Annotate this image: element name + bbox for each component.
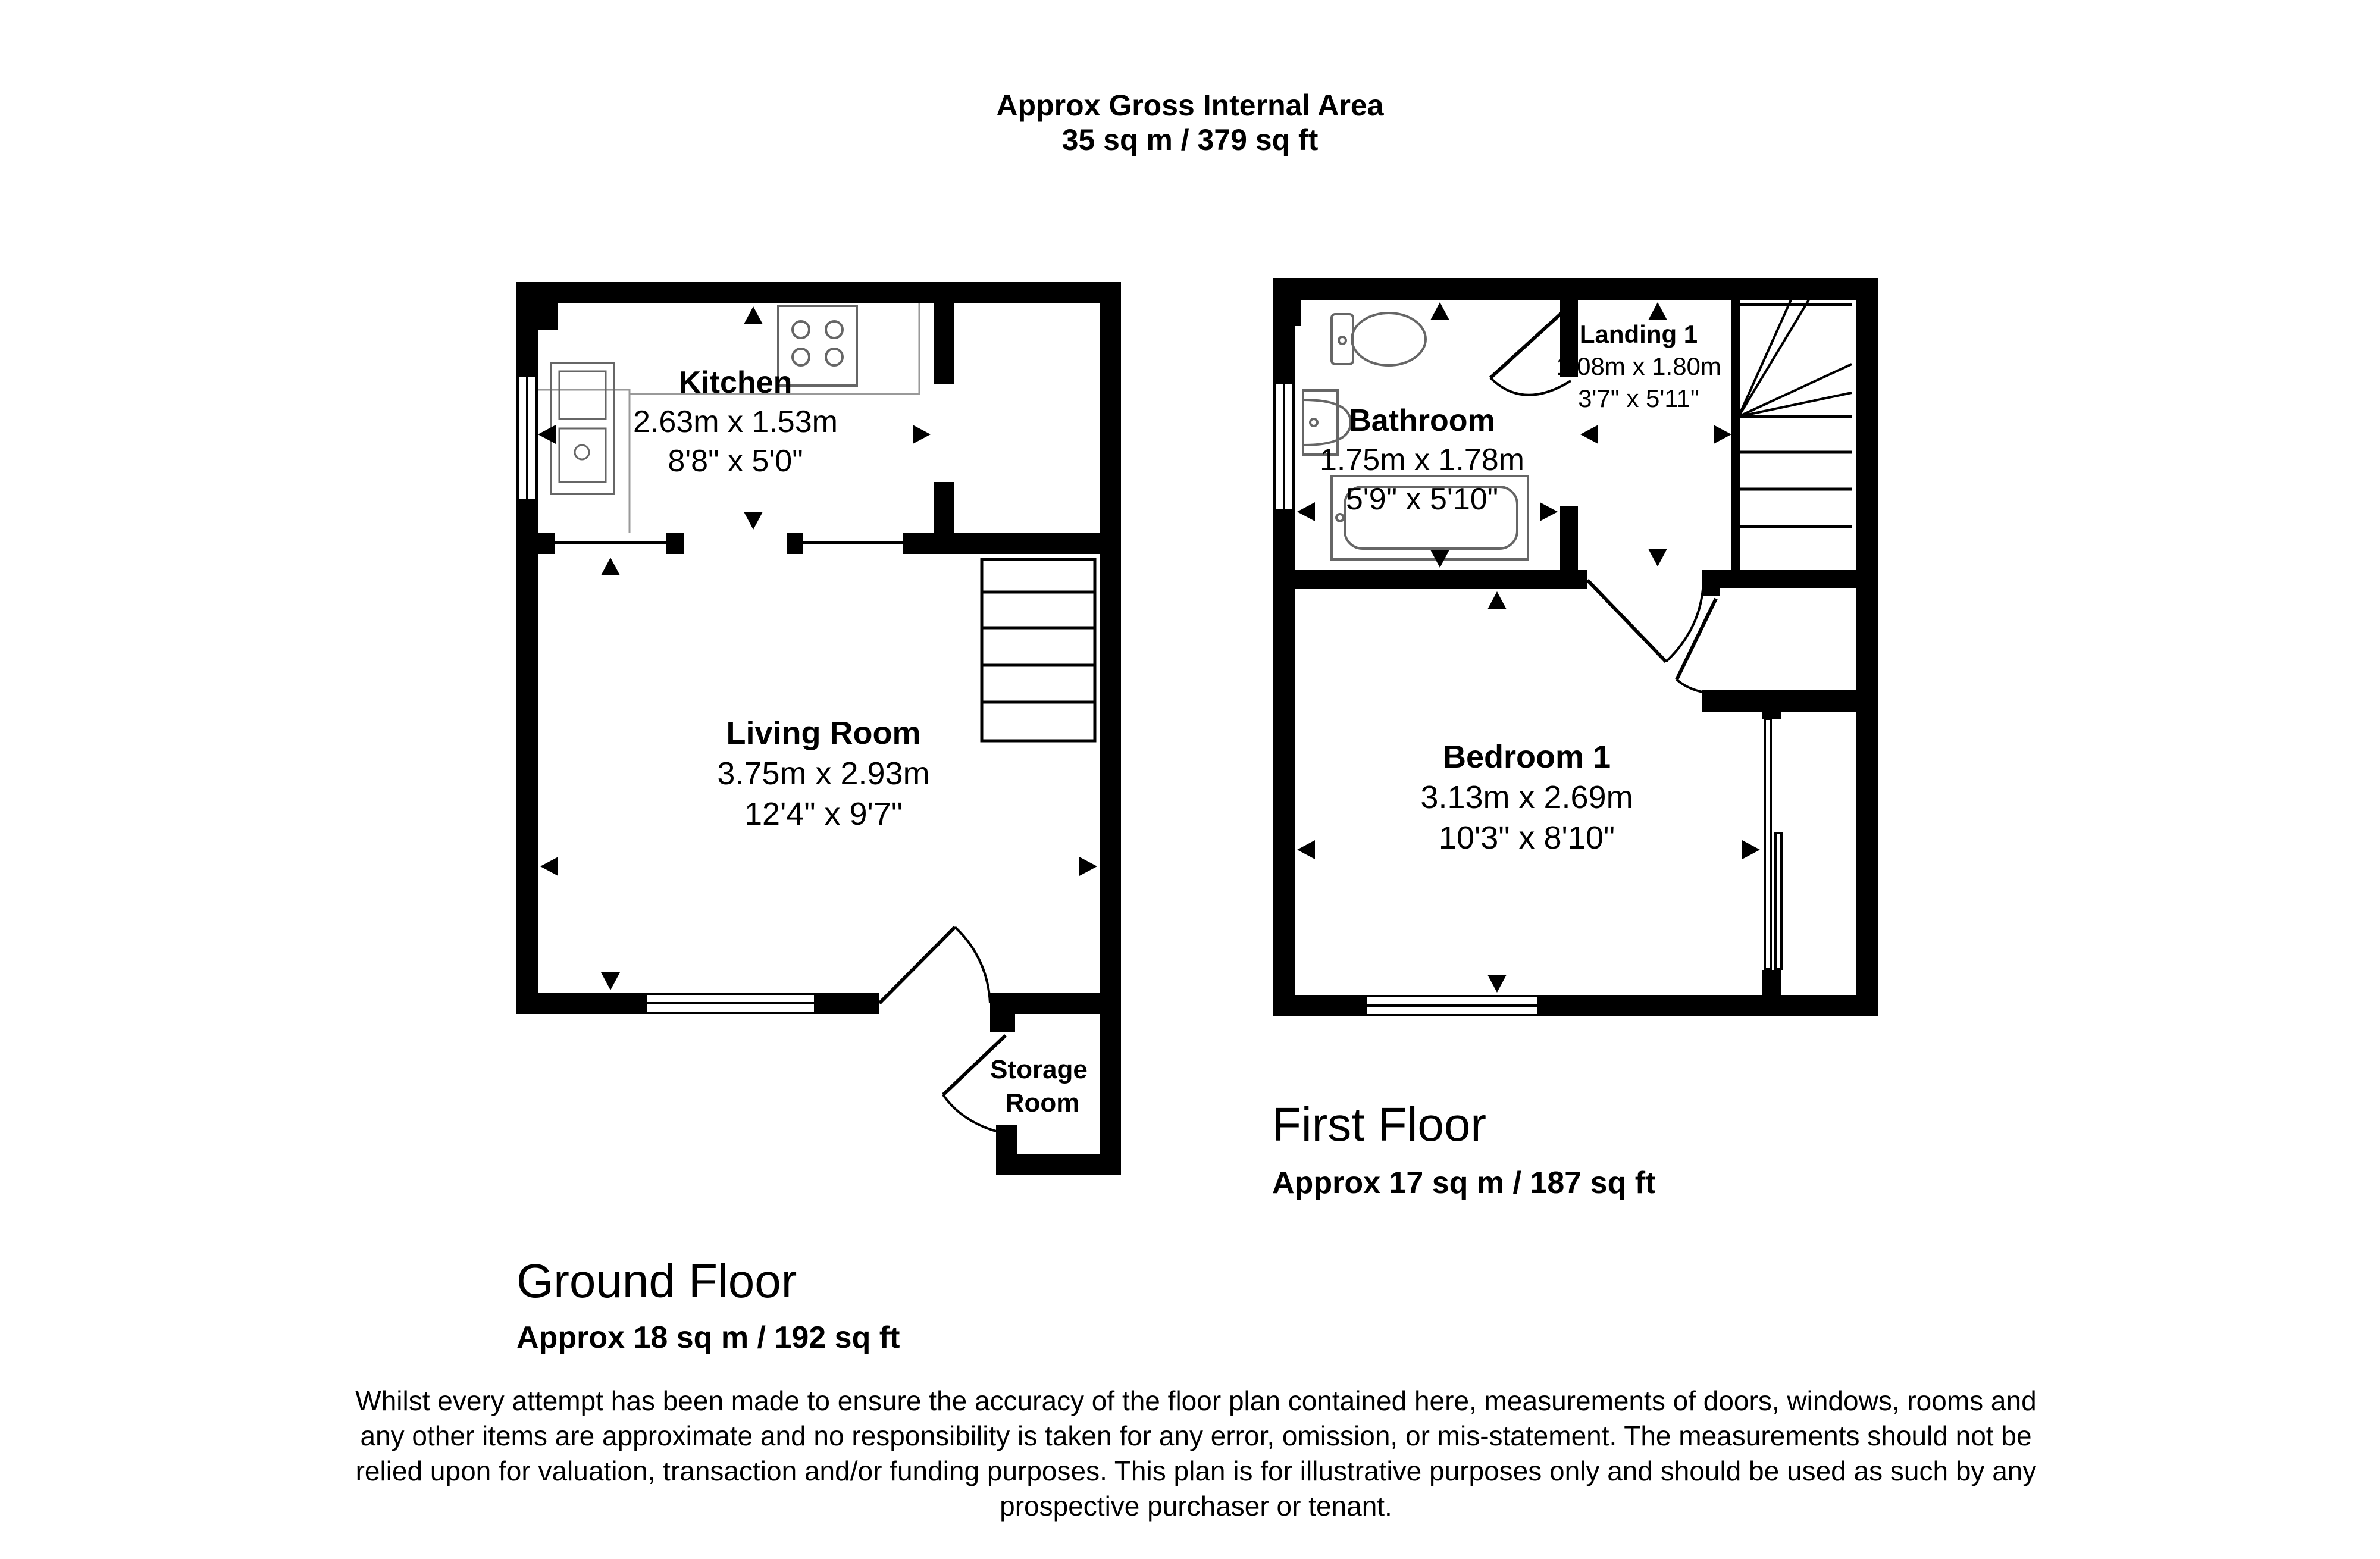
sliding-door bbox=[555, 541, 666, 544]
wall bbox=[903, 533, 954, 554]
first-floor-title: First Floor bbox=[1272, 1098, 1486, 1151]
kitchen-label: Kitchen bbox=[678, 365, 793, 400]
wall bbox=[516, 282, 1121, 303]
gross-area-heading: Approx Gross Internal Area bbox=[996, 89, 1384, 122]
bedroom-label: Bedroom 1 bbox=[1442, 739, 1611, 775]
wall bbox=[1273, 278, 1878, 300]
ground-floor-title: Ground Floor bbox=[516, 1254, 797, 1307]
wall bbox=[516, 993, 646, 1014]
toilet-flush bbox=[1339, 337, 1346, 344]
wall bbox=[1702, 570, 1720, 596]
wardrobe-door bbox=[1775, 833, 1781, 969]
bedroom-imperial: 10'3" x 8'10" bbox=[1438, 820, 1615, 856]
door-leaf bbox=[1677, 599, 1716, 680]
arrow-icon bbox=[1648, 549, 1667, 566]
wall bbox=[787, 533, 803, 554]
storage-room-label-2: Room bbox=[1005, 1088, 1080, 1117]
arrow-icon bbox=[601, 972, 620, 990]
storage-room-label: Storage bbox=[990, 1055, 1088, 1084]
gross-area-value: 35 sq m / 379 sq ft bbox=[1061, 123, 1319, 156]
arrow-icon bbox=[1430, 302, 1449, 320]
disclaimer-line: Whilst every attempt has been made to ensure the accuracy of the floor plan contained here, measurements of doors, windows, rooms and bbox=[355, 1385, 2037, 1416]
landing-metric: 1.08m x 1.80m bbox=[1556, 352, 1721, 380]
arrow-icon bbox=[540, 857, 558, 876]
door-swing bbox=[955, 927, 990, 1003]
arrow-icon bbox=[1297, 502, 1315, 521]
arrow-icon bbox=[744, 512, 763, 530]
stairs-icon bbox=[982, 559, 1095, 741]
wall bbox=[1762, 970, 1781, 1016]
wall bbox=[1702, 690, 1878, 712]
hob-burner bbox=[793, 349, 809, 365]
disclaimer-line: relied upon for valuation, transaction and/or funding purposes. This plan is for illustrative purposes only and should be used as such by any bbox=[355, 1455, 2037, 1486]
living-room-label: Living Room bbox=[726, 715, 921, 751]
stair-winder bbox=[1739, 393, 1852, 417]
disclaimer-line: any other items are approximate and no responsibility is taken for any error, omission, or mis-statement. The measurements should not be bbox=[360, 1420, 2032, 1451]
door-leaf bbox=[879, 927, 955, 1003]
door-leaf bbox=[1587, 580, 1666, 662]
wall bbox=[1273, 300, 1301, 326]
living-room-metric: 3.75m x 2.93m bbox=[717, 756, 930, 791]
landing-imperial: 3'7" x 5'11" bbox=[1578, 384, 1699, 412]
wall bbox=[1100, 533, 1121, 1015]
arrow-icon bbox=[913, 425, 931, 444]
disclaimer bbox=[298, 1383, 2094, 1524]
first-floor-area: Approx 17 sq m / 187 sq ft bbox=[1272, 1166, 1656, 1200]
door-swing bbox=[1666, 589, 1703, 662]
wall bbox=[1295, 570, 1578, 589]
kitchen-imperial: 8'8" x 5'0" bbox=[668, 444, 803, 478]
arrow-icon bbox=[1297, 840, 1315, 859]
first-floor-plan bbox=[1273, 278, 1878, 1016]
wall bbox=[934, 482, 954, 536]
wardrobe-door bbox=[1765, 719, 1771, 969]
wall bbox=[990, 1014, 1015, 1032]
bath-tap bbox=[1336, 514, 1344, 521]
wall bbox=[516, 303, 558, 330]
wall bbox=[1273, 995, 1366, 1016]
arrow-icon bbox=[538, 425, 556, 444]
arrow-icon bbox=[1488, 975, 1507, 993]
door-swing bbox=[1490, 378, 1571, 395]
stair-winder bbox=[1739, 300, 1791, 417]
arrow-icon bbox=[1488, 591, 1507, 609]
wall bbox=[1539, 995, 1878, 1016]
sink-bowl bbox=[559, 371, 606, 419]
bathroom-metric: 1.75m x 1.78m bbox=[1320, 443, 1524, 477]
wall bbox=[954, 533, 1121, 554]
sliding-door bbox=[803, 541, 903, 544]
hob-burner bbox=[826, 321, 843, 338]
arrow-icon bbox=[601, 558, 620, 575]
arrow-icon bbox=[1540, 502, 1558, 521]
kitchen-metric: 2.63m x 1.53m bbox=[633, 405, 838, 439]
toilet-cistern bbox=[1332, 314, 1353, 364]
wall bbox=[990, 993, 1121, 1014]
living-room-imperial: 12'4" x 9'7" bbox=[744, 796, 903, 832]
sink-bowl bbox=[559, 428, 606, 482]
bathroom-imperial: 5'9" x 5'10" bbox=[1345, 482, 1499, 516]
toilet-icon bbox=[1352, 313, 1426, 365]
bedroom-metric: 3.13m x 2.69m bbox=[1420, 780, 1633, 815]
wall bbox=[1702, 570, 1878, 588]
wall bbox=[666, 533, 684, 554]
arrow-icon bbox=[1714, 425, 1731, 444]
arrow-icon bbox=[1580, 425, 1598, 444]
arrow-icon bbox=[744, 306, 763, 324]
wall bbox=[1571, 570, 1587, 589]
wall bbox=[934, 303, 954, 384]
wall bbox=[1100, 1014, 1121, 1175]
sink-drain bbox=[575, 445, 589, 459]
arrow-icon bbox=[1079, 857, 1097, 876]
arrow-icon bbox=[1648, 302, 1667, 320]
hob-burner bbox=[793, 321, 809, 338]
disclaimer-line: prospective purchaser or tenant. bbox=[1000, 1491, 1392, 1522]
wall bbox=[1100, 282, 1121, 544]
wall bbox=[815, 993, 879, 1014]
bathroom-label: Bathroom bbox=[1349, 403, 1495, 438]
wall bbox=[538, 533, 555, 554]
hob-burner bbox=[826, 349, 843, 365]
wall bbox=[996, 1154, 1121, 1175]
wall bbox=[1762, 690, 1781, 712]
arrow-icon bbox=[1742, 840, 1760, 859]
wall bbox=[1856, 278, 1878, 1016]
ground-floor-area: Approx 18 sq m / 192 sq ft bbox=[516, 1320, 900, 1355]
landing-label: Landing 1 bbox=[1579, 320, 1698, 348]
basin-tap bbox=[1310, 419, 1317, 426]
